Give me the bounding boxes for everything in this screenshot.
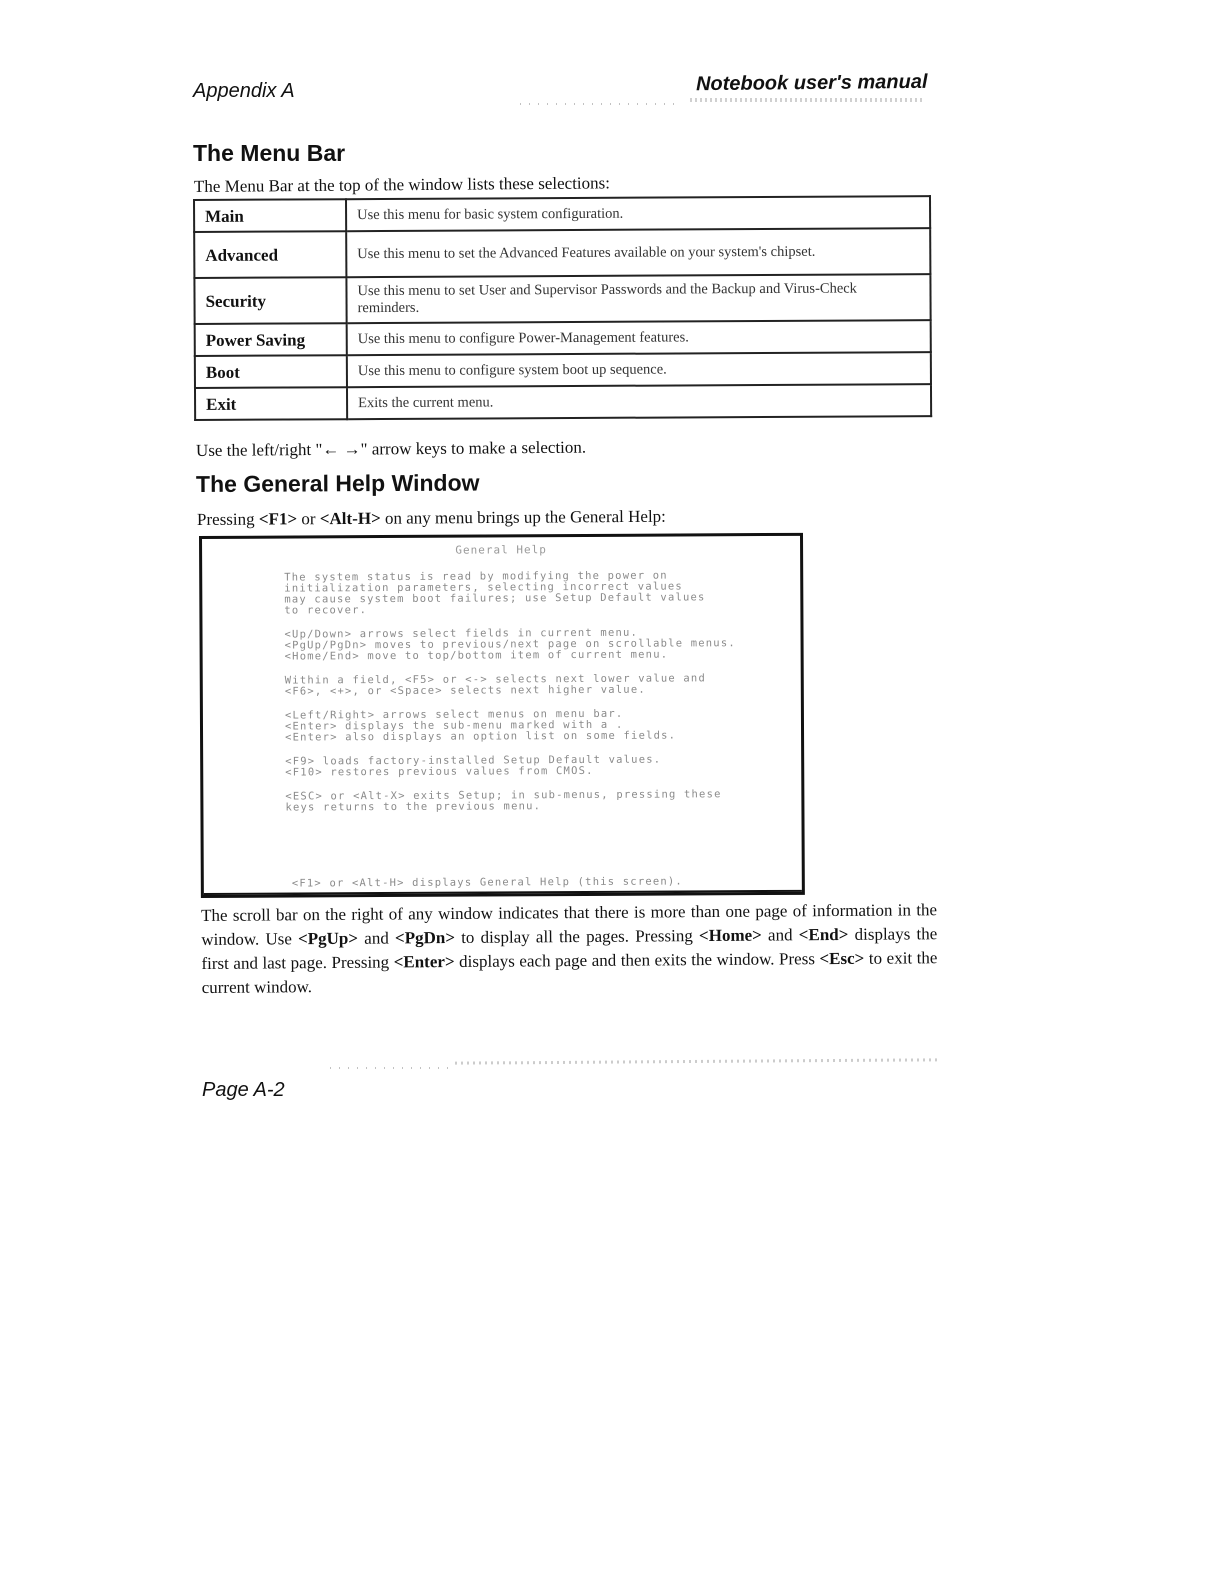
general-help-heading: The General Help Window bbox=[195, 469, 480, 497]
scroll-bar-paragraph bbox=[201, 898, 938, 1000]
paragraph-text: displays each page and then exits the window. Press bbox=[454, 949, 820, 972]
key-name: <Home> bbox=[698, 925, 762, 946]
footer-rule bbox=[455, 1058, 938, 1064]
key-f1: <F1> bbox=[258, 509, 298, 529]
help-line: The system status is read by modifying the power on bbox=[284, 569, 668, 584]
menu-description: Use this menu to configure system boot up sequence. bbox=[347, 352, 931, 387]
help-line: <Enter> also displays an option list on some fields. bbox=[285, 729, 677, 744]
menu-row-boot bbox=[195, 352, 931, 388]
menu-name: Exit bbox=[195, 387, 347, 420]
menu-name: Security bbox=[194, 277, 346, 324]
intro-text: Pressing bbox=[196, 509, 259, 529]
help-line: <F10> restores previous values from CMOS. bbox=[285, 764, 594, 779]
key-name: <Esc> bbox=[819, 948, 865, 969]
help-window-title: General Help bbox=[455, 543, 547, 557]
help-line: to recover. bbox=[284, 604, 368, 617]
paragraph-text: to exit the current window. bbox=[201, 948, 938, 997]
key-name: <Enter> bbox=[393, 952, 455, 972]
header-rule bbox=[690, 98, 925, 102]
menu-selections-table bbox=[193, 195, 932, 421]
help-line: <Up/Down> arrows select fields in current menu. bbox=[284, 626, 639, 641]
help-line: keys returns to the previous menu. bbox=[285, 800, 542, 814]
header-manual-title: Notebook user's manual bbox=[695, 70, 928, 96]
menu-name: Boot bbox=[195, 355, 347, 388]
paragraph-text: and bbox=[761, 925, 799, 945]
help-line: <Home/End> move to top/bottom item of current menu. bbox=[284, 648, 669, 663]
menu-description: Exits the current menu. bbox=[347, 384, 931, 419]
help-window-last-line: <F1> or <Alt-H> displays General Help (this screen). bbox=[291, 875, 683, 890]
help-line: <F6>, <+>, or <Space> selects next higher value. bbox=[284, 683, 646, 698]
key-name: <PgUp> bbox=[297, 928, 359, 949]
help-line: <PgUp/PgDn> moves to previous/next page on scrollable menus. bbox=[284, 637, 736, 652]
help-line: Within a field, <F5> or <-> selects next lower value and bbox=[284, 672, 707, 687]
intro-text: or bbox=[297, 509, 320, 529]
key-name: <End> bbox=[798, 924, 849, 945]
help-line: initialization parameters, selecting incorrect values bbox=[284, 580, 683, 595]
menu-row-security bbox=[194, 274, 930, 324]
arrow-keys-note: Use the left/right "← →" arrow keys to make a selection. bbox=[195, 437, 587, 460]
help-window-bottom-border bbox=[204, 890, 802, 895]
menu-row-advanced bbox=[194, 228, 930, 278]
general-help-window bbox=[199, 533, 805, 898]
paragraph-text: displays the first and last page. Pressing bbox=[201, 924, 938, 973]
menu-bar-intro: The Menu Bar at the top of the window lists these selections: bbox=[193, 173, 611, 196]
header-section-label: Appendix A bbox=[193, 80, 295, 102]
menu-bar-heading: The Menu Bar bbox=[193, 140, 346, 166]
help-line: <Enter> displays the sub-menu marked with a . bbox=[284, 718, 624, 733]
scan-noise bbox=[520, 103, 680, 105]
menu-name: Main bbox=[194, 199, 346, 232]
scan-noise bbox=[330, 1067, 450, 1069]
menu-description: Use this menu to configure Power-Management features. bbox=[347, 320, 931, 355]
general-help-intro bbox=[197, 507, 666, 530]
menu-name: Power Saving bbox=[195, 323, 347, 356]
paragraph-text: to display all the pages. Pressing bbox=[454, 926, 700, 948]
menu-row-power-saving bbox=[195, 320, 931, 356]
help-window-text bbox=[284, 570, 793, 814]
paragraph-text: The scroll bar on the right of any window indicates that there is more than one page of information in the window. Use bbox=[201, 900, 938, 949]
help-line: <ESC> or <Alt-X> exits Setup; in sub-menus, pressing these bbox=[285, 788, 722, 803]
menu-description: Use this menu to set the Advanced Features available on your system's chipset. bbox=[346, 228, 930, 277]
key-name: <PgDn> bbox=[394, 928, 456, 948]
menu-row-exit bbox=[195, 384, 931, 420]
help-line: <F9> loads factory-installed Setup Default values. bbox=[285, 753, 662, 768]
menu-selections-table-wrap bbox=[193, 195, 932, 421]
menu-name: Advanced bbox=[194, 231, 346, 278]
menu-row-main bbox=[194, 196, 930, 232]
paragraph-text: and bbox=[357, 928, 396, 948]
intro-text: on any menu brings up the General Help: bbox=[380, 506, 666, 528]
help-line: <Left/Right> arrows select menus on menu bar. bbox=[284, 707, 624, 722]
key-alt-h: <Alt-H> bbox=[319, 508, 381, 529]
page-number: Page A-2 bbox=[202, 1079, 285, 1101]
menu-description: Use this menu for basic system configuration. bbox=[346, 196, 930, 231]
help-line: may cause system boot failures; use Setup Default values bbox=[284, 591, 706, 606]
menu-description: Use this menu to set User and Supervisor Passwords and the Backup and Virus-Check reminders. bbox=[346, 274, 930, 323]
